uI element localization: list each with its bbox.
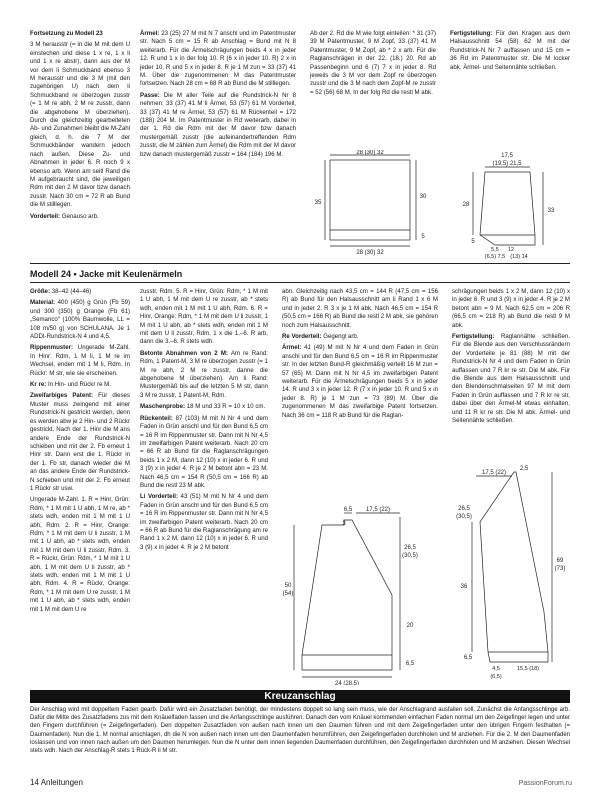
paragraph: zusstr, Rdm. 5. R = Hinr, Grün: Rdm, * 1 M mit 1 U abh, 1 M mit dem U re zusstr, ab * stets wdh, enden mit 1 M mit 1 U abh, Rdm. 6. R = Hinr, Orange: Rdm, * 1 M mit dem U li zusstr, 1 M mit 1 U abh, ab * stets wdh, enden mit 1 M mit dem U li zusstr, Rdm. 1 x die 1.–6. R arb, dann die 3.–6. R stets wdh.	[140, 288, 268, 346]
dim-b1: 5,5	[491, 247, 499, 253]
section-col-3	[282, 288, 438, 423]
paragraph: Ungerade M-Zahl. 1. R = Hinr, Grün: Rdm, * 1 M mit 1 U abh, 1 M re, ab * stets wdh, enden mit 1 M mit 1 U abh, Rdm. 2. R = Hinr, Orange: Rdm, * 1 M mit dem U li zusstr, 1 M mit 1 U abh, ab * stets wdh, enden mit 1 M mit dem U li zusstr, Rdm. 3. R = Rückr, Grün: Rdm, * 1 M mit 1 U abh, 1 M mit dem U li zusstr, ab * stets wdh, enden mit 1 M mit 1 U abh, Rdm. 4. R = Rückr, Orange: Rdm, * 1 M mit dem U re zusstr, 1 M mit 1 U abh, ab * stets wdh, enden mit 1 M mit dem U re	[30, 496, 130, 613]
dim-bottom: 28 (30) 32	[356, 250, 384, 256]
paragraph: Ärmel: 23 (25) 27 M mit N 7 anschl und im Patentmuster str. Nach 5 cm = 15 R ab Anschlag = Bund mit N 8 weiterarb. Für die Ärmelschrägungen beids 4 x in jeder 12. R und 1 x in der folg 10. R (6 x in jeder 10. R) 2 x in jeder 10. R und 5 x in jeder 8. R je 1 M zun = 33 (37) 41 M. Über die zugenommenen M das Patentmuster fortsetzen. Nach 28 cm = 68 R ab Bund die M stilllegen.	[140, 30, 296, 88]
dim-left-2: (54)	[282, 591, 294, 597]
dim-l1: 26,5	[458, 506, 470, 512]
paragraph: abn. Gleichzeitig nach 43,5 cm = 144 R (47,5 cm = 156 R) ab Bund für den Halsausschnitt am li Rand 1 x 6 M und in jeder 2. R 3 x je 1 M abk. Nach 46,5 cm = 154 R (50,5 cm = 166 R) ab Bund die restl 2 M abk, sie gehören noch zum Halsausschnitt.	[282, 288, 438, 329]
paragraph: Kr re: In Hin- und Rückr re M.	[30, 381, 111, 389]
dim-r2: (73)	[554, 566, 566, 572]
dim-l2: (30,5)	[456, 514, 472, 520]
section-rule	[30, 263, 570, 264]
sleeve-schematic-2	[452, 462, 570, 684]
paragraph: Passe: Die M aller Teile auf die Rundstrick-N Nr 8 nehmen: 33 (37) 41 M li Ärmel, 53 (57) 61 M Vorderteil, 33 (37) 41 M re Ärmel, 53 (57) 61 M Rückenteil = 172 (188) 204 M. Im Patentmuster in Rd weiterarb, dabei in der 1. Rd die Rdm mit der M davor bzw danach mustergemäß zusstr (die aufeinandertreffenden Rdm zusstr, die M zählen zum Ärmel) die Rdm mit der M davor bzw danach mustergemäß zusstr = 164 (184) 196 M.	[140, 91, 296, 158]
dim-left-1: 50	[284, 583, 292, 589]
dim-t2: 17,5 (22)	[365, 507, 391, 513]
continuation-heading: Fortsetzung zu Modell 23	[30, 30, 103, 37]
dim-b3: 15,5 (18)	[516, 666, 540, 672]
paragraph: 3 M herausstr (= in die M mit dem U einstechen und diese 1 x re, 1 x li und 1 x re abstr), dann aus der M vor dem li Schmuckband ebenso 3 M herausstr und die 3 M (mit den zugehörigen U) nach dem li Schmuckband re überzogen zusstr (= 1 M re abh, 2 M re zusstr, dann die abgehobene M überziehen). Durch die gleichzeitig gearbeiteten Ab- und Zunahmen bleibt die M-Zahl gleich, d. h. die 7 M der Schmuckbänder wandern jedoch nach außen. Diese Zu- und Abnahmen in jeder 6. R noch 9 x ebenso arb. Wenn am seitl Rand die M aufgebraucht sind, die jeweiligen Rdm mit den 2 M davor bzw danach zusstr. Nach 30 cm = 72 R ab Bund die M stilllegen.	[30, 41, 130, 209]
dim-side: 35	[314, 200, 322, 206]
dim-bot-small: 6,5	[463, 655, 473, 661]
paragraph: Ärmel: 41 (49) M mit N Nr 4 und dem Faden in Grün anschl und für den Bund 6,5 cm = 16 R im Rippenmuster str. In der letzten Bund-R gleichmäßig verteilt 16 M zun = 57 (65) M. Dann mit N Nr 4,5 im zweifarbigen Patent weiterarb. Für die Ärmelschrägungen beids 5 x in jeder 14. R und 3 x in jeder 12. R (7 x in jeder 10. R und 5 x in jeder 8. R) je 1 M zun = 73 (89) M. Über die zugenommenen M das zweifarbige Patent fortsetzen. Nach 36 cm = 118 R ab Bund für die Raglan-	[282, 344, 438, 419]
front-schematic	[282, 505, 442, 685]
page-footer	[30, 778, 83, 787]
paragraph: Fertigstellung: Raglannähte schließen. Für die Blende aus den Verschlussrändern der Vorderteile je 81 (88) M mit der Rundstrick-N Nr 4 und dem Faden in Grün auffassen und 7 R kr re str. Die M abk. Für die Blende aus dem Halsausschnitt und den Blendenschmalseiten 97 M mit dem Faden in Grün auffassen und 7 R kr re str, dabei über den Ärmel-M etwas einhalten, und 11 R kr re str. Die M abk. Ärmel- und Seitennähte schließen.	[452, 333, 570, 425]
dim-top: 28 (30) 32	[356, 150, 384, 156]
section-col-4	[452, 288, 570, 429]
dim-t2: 2,5	[519, 466, 529, 472]
section-col-1	[30, 288, 130, 617]
dim-mid: 20	[406, 623, 414, 629]
top-col-3	[310, 30, 436, 100]
paragraph: Maschenprobe: 18 M und 33 R = 10 x 10 cm.	[140, 403, 266, 411]
paragraph: Größe: 38–42 (44–46)	[30, 288, 92, 295]
top-col-4	[450, 30, 570, 75]
section-col-2	[140, 288, 268, 555]
paragraph: Material: 400 (450) g Grün (Fb 59) und 300 (350) g Orange (Fb 61) „Semanco“ (100% Baumwolle, LL = 108 m/50 g) von SCHULANA. Je 1 ADDI-Rundstrick-N 4 und 4,5.	[30, 299, 130, 341]
dim-b1: 4,5	[492, 666, 500, 672]
body-schematic	[310, 150, 440, 260]
paragraph: Re Vorderteil: Gegengl arb.	[282, 333, 359, 341]
dim-r1: 26,5	[404, 545, 416, 551]
dim-b4: (13) 14	[510, 254, 528, 260]
footer-label: Anleitungen	[40, 778, 83, 787]
dim-mid: 36	[460, 584, 468, 590]
top-col-1	[30, 30, 130, 224]
kreuzanschlag-banner: Kreuzanschlag	[30, 690, 570, 703]
paragraph: Rückenteil: 87 (103) M mit N Nr 4 und dem Faden in Grün anschl und für den Bund 6,5 cm = 16 R im Rippenmuster str. Dann mit N Nr 4,5 im zweifarbigen Patent weiterarb. Nach 20 cm = 66 R ab Bund für die Raglanschrägungen beids 1 x 2 M, dann 12 (10) x in jeder 6. R und 3 (9) x in jeder 4. R je 2 M betont abn = 23 M. Nach 46,5 cm = 154 R (50,5 cm = 166 R) ab Bund die restl 23 M abk.	[140, 414, 268, 489]
dim-top-1: 17,5	[501, 153, 513, 159]
dim-small: 5	[421, 234, 425, 240]
sleeve-schematic	[455, 150, 570, 260]
section-rule-bottom	[30, 282, 570, 283]
paragraph: Zweifarbiges Patent: Für dieses Muster muss zwingend mit einer Rundstrick-N gestrickt werden, denn es werden abw je 2 Hin- und 2 Rückr gestrickt. Nach der 1. Hinr die M ans andere Ende der Rundstrick-N schieben und mit der 2. Fb erneut 1 Hinr str. Dann erst die 1. Rückr in der 1. Fb str, danach wieder die M an das andere Ende der Rundstrick-N schieben und mit der 2. Fb erneut 1 Rückr str usw.	[30, 392, 130, 492]
paragraph: Betonte Abnahmen von 2 M: Am re Rand: Rdm, 1 Patent-M, 3 M re überzogen zusstr (= 1 M re abh, 2 M re zusstr, danne die abgehobene M überziehen). Am li Rand: Mustergemäß bis auf die letzten 5 M str, dann 3 M re zusstr, 1 Patent-M, Rdm.	[140, 349, 268, 399]
dim-right: 33	[547, 208, 555, 214]
paragraph: Fertigstellung: Für den Kragen aus dem Halsausschnitt 54 (58) 62 M mit der Rundstrick-N Nr 7 auffassen und 15 cm = 36 Rd im Patentmuster str. Die M locker abk. Ärmel- und Seitennähte schließen.	[450, 30, 570, 71]
dim-small-top: 3	[342, 521, 346, 527]
dim-b3: (6,5) 7,5	[484, 254, 506, 260]
dim-bottom: 24 (28,5)	[334, 681, 360, 685]
paragraph: Rippenmuster: Ungerade M-Zahl. In Hinr: Rdm, 1 M li, 1 M re im Wechsel, enden mit 1 M li, Rdm. In Rückr: M str, wie sie erscheinen.	[30, 344, 130, 377]
dim-b2: 12	[507, 247, 515, 253]
dim-top-2: (19,5) 21,5	[492, 161, 522, 167]
dim-inner: 30	[419, 194, 427, 200]
kreuzanschlag-text: Der Anschlag wird mit doppeltem Faden gearb. Dafür wird ein Zusatzfaden benötigt, der mindestens doppelt so lang sein muss, wie der Anschlagrand ausfallen soll. Zunächst die Anfangsschlinge arb. Dafür die Mitte des Zusatzfadens zus mit dem Knäuelfaden fassen und die Anfangsschlinge ausführen. Danach den vom Knäuel kommenden einfachen Faden normal um den Zeigefinger legen und unter den Fingern durchführen (= Zeigefingerfaden). Den doppelten Zusatzfaden von außen nach innen um den Daumen führen und mit dem Zeigefingerfaden unter den übrigen Fingern festhalten (= Daumenfaden). Nun die 1. M normal anschlagen, dh die N von außen nach innen um den Daumenfaden herumführen, den Zeigefingerfaden durchholen und M anziehen. Für die 2. M den Daumenfaden loslassen und von innen nach außen um den Daumen herumlegen. Nun die N unter dem innen liegenden Daumenfaden durchführen, den Zeigefingerfaden durchholen und M anziehen. Diesen Wechsel stets wdh. Nach der Anschlag-R stets 1 Rück-R li M str.	[30, 707, 570, 755]
dim-t1: 6,5	[343, 507, 353, 513]
dim-bot-small: 6,5	[405, 661, 415, 667]
paragraph: schrägungen beids 1 x 2 M, dann 12 (10) x in jeder 6. R und 3 (9) x in jeder 4. R je 2 M betont abn = 9 M. Nach 62,5 cm = 206 R (66,5 cm = 218 R) ab Bund die restl 9 M abk.	[452, 288, 570, 329]
dim-b2: (6,5)	[490, 674, 502, 680]
dim-small: 5	[471, 239, 475, 245]
paragraph: Ab der 2. Rd die M wie folgt einteilen: * 31 (37) 39 M Patentmuster, 9 M Zopf, 33 (37) 41 M Patentmuster, 9 M Zopf, ab * 2 x arb. Für die Raglanschrägen in der 22. (18.) 20. Rd ab Passenbeginn und 6 (7) 7 x in jeder 8. Rd jeweils die 3 M vor dem Zopf re überzogen zusstr und die 3 M nach dem Zopf-M re zusstr = 52 (56) 68 M. In der folg Rd die restl M abk.	[310, 30, 437, 96]
paragraph: Vorderteil: Genauso arb.	[30, 212, 99, 220]
watermark: PassionForum.ru	[518, 780, 572, 787]
page-number: 14	[30, 778, 39, 787]
dim-left: 28	[462, 202, 470, 208]
dim-r1: 69	[556, 558, 564, 564]
paragraph: Li Vorderteil: 43 (51) M mit N Nr 4 und dem Faden in Grün anschl und für den Bund 6,5 cm = 16 R im Rippenmuster str. Dann mit N Nr 4,5 im zweifarbigen Patent weiterarb. Nach 20 cm = 66 R ab Bund für die Raglanschrägung am re Rand 1 x 2 M, dann 12 (10) x in jeder 6. R und 3 (9) x in jeder 4. R je 2 M betont	[140, 493, 268, 551]
dim-r2: (30,5)	[402, 553, 418, 559]
section-title: Modell 24 • Jacke mit Keulenärmeln	[30, 269, 183, 279]
top-col-2	[140, 30, 296, 162]
dim-t1: 17,5 (22)	[481, 470, 507, 476]
